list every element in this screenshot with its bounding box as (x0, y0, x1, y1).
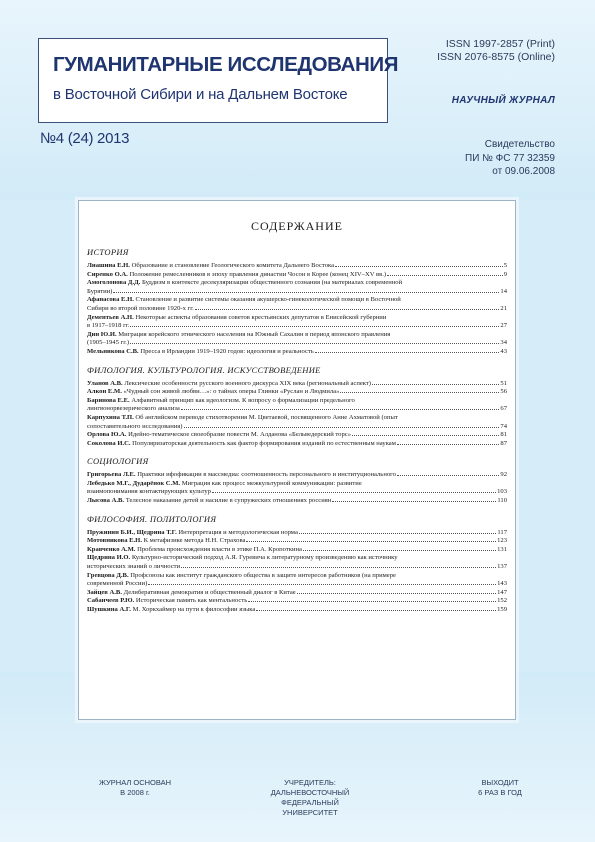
toc-page-number: 131 (497, 545, 507, 553)
toc-entry-line (87, 397, 507, 406)
toc-entry[interactable] (87, 296, 507, 313)
toc-entry-author: Сиренко О.А. (87, 270, 128, 278)
toc-entry-line (87, 440, 507, 449)
toc-entry-line (87, 322, 507, 331)
toc-entry-line (87, 271, 507, 280)
toc-entry-author: Кравченко А.М. (87, 545, 136, 553)
toc-entry-title: исторических знаний о личности (87, 563, 181, 571)
toc-entry-title: К метафизике метода Н.Н. Страхова (143, 537, 246, 545)
toc-entry-line (87, 480, 507, 489)
toc-entry-line (87, 339, 507, 348)
toc-entry-title: Лексические особенности русского военного дискурса XIX века (региональный аспект) (124, 379, 371, 387)
toc-entry-title: Об английском переводе стихотворения М. Цветаевой, посвященного Анне Ахматовой (опыт (135, 413, 398, 421)
toc-entry-line (87, 314, 507, 323)
toc-entry-line (87, 597, 507, 606)
toc-section-title: ФИЛОСОФИЯ. ПОЛИТОЛОГИЯ (87, 513, 217, 524)
toc-entry-title: сопоставительного исследования) (87, 422, 183, 430)
toc-dot-leader (212, 492, 496, 493)
toc-entry-title: Профсоюзы как институт гражданского общества в защите интересов работников (на примере (130, 571, 396, 579)
toc-page-number: 27 (500, 322, 507, 330)
toc-entry-author: Шушкина А.Г. (87, 606, 131, 613)
toc-page-number: 123 (497, 537, 507, 545)
toc-dot-leader (181, 567, 496, 568)
toc-dot-leader (315, 352, 500, 353)
toc-dot-leader (372, 384, 499, 385)
toc-entry-line (87, 497, 507, 506)
toc-entry-line (87, 529, 507, 538)
toc-dot-leader (248, 601, 496, 602)
toc-entry-title: Положение ремесленников в эпоху правления династии Чосон в Корее (конец XIV–XV вв.) (129, 270, 387, 278)
footer-founded (80, 778, 190, 798)
toc-entry-line (87, 262, 507, 271)
toc-entry[interactable] (87, 546, 507, 555)
toc-entry-title: Историческая память как ментальность (135, 597, 248, 605)
cert-line-2: ПИ № ФС 77 32359 (465, 152, 555, 164)
footer-founded-line-1: ЖУРНАЛ ОСНОВАН (98, 778, 172, 787)
toc-entry-title: современной России) (87, 580, 148, 588)
toc-entry-title: Бурятии) (87, 287, 113, 295)
toc-entry-line (87, 589, 507, 598)
toc-entry-author: Орлова Ю.А. (87, 431, 127, 439)
toc-dot-leader (303, 550, 496, 551)
footer-frequency-line-1: ВЫХОДИТ (481, 778, 519, 787)
toc-page-number: 117 (497, 528, 507, 536)
toc-page-number: 92 (500, 471, 507, 479)
toc-entry[interactable] (87, 271, 507, 280)
toc-entry-line (87, 563, 507, 572)
footer-founder-line-2: ДАЛЬНЕВОСТОЧНЫЙ ФЕДЕРАЛЬНЫЙ (270, 788, 350, 807)
toc-entry-line (87, 348, 507, 357)
toc-entry-line (87, 296, 507, 305)
toc-dot-leader (332, 501, 496, 502)
cert-line-3: от 09.06.2008 (492, 166, 555, 177)
toc-entry-title: Телесное наказание детей и насилие в супружеских отношениях россиян (125, 497, 332, 505)
toc-entry-title: Буддизм в контексте десекуляризации общественного сознания (на материалах современной (141, 279, 403, 287)
toc-entry[interactable] (87, 262, 507, 271)
toc-dot-leader (246, 541, 496, 542)
toc-entry-title: Практики ифофикации в массмедиа: соотношенность персонального и институционального (137, 471, 396, 479)
toc-entry[interactable] (87, 606, 507, 615)
toc-dot-leader (297, 593, 496, 594)
toc-page-number: 43 (500, 347, 507, 355)
toc-entry-title: Делиберативная демократия и общественный диалог в Китае (123, 588, 296, 596)
toc-entry-author: Соколова И.С. (87, 439, 131, 447)
toc-entry-author: Пружинин Б.И., Щедрина Т.Г. (87, 528, 177, 536)
toc-entry-author: Гревцова Д.В. (87, 571, 129, 579)
toc-entry-title: Популяризаторская деятельность как фактор формирования изданий по естественным наукам (132, 439, 396, 447)
toc-entry-line (87, 580, 507, 589)
toc-entry-line (87, 380, 507, 389)
toc-dot-leader (387, 275, 503, 276)
toc-page-number: 103 (497, 488, 507, 496)
toc-section-title: ФИЛОЛОГИЯ. КУЛЬТУРОЛОГИЯ. ИСКУССТВОВЕДЕНИЕ (87, 364, 321, 375)
registration-certificate (465, 138, 555, 179)
toc-page-number: 152 (497, 597, 507, 605)
toc-entry-line (87, 606, 507, 615)
journal-title-box (38, 38, 399, 123)
toc-page-number: 67 (500, 405, 507, 413)
footer-frequency-line-2: 6 РАЗ В ГОД (478, 788, 522, 797)
toc-body (87, 239, 507, 615)
toc-dot-leader (340, 392, 499, 393)
toc-page-number: 9 (503, 270, 507, 278)
toc-entry-line (87, 423, 507, 432)
toc-entry-title: в 1917–1918 гг. (87, 322, 130, 330)
toc-entry-title: Некоторые аспекты образования советов крестьянских депутатов в Енисейской губернии (135, 313, 387, 321)
toc-dot-leader (130, 326, 499, 327)
toc-entry-title: взаимопонимания контактирующих культур (87, 488, 211, 496)
toc-entry-author: Зайцев А.В. (87, 588, 122, 596)
journal-kind: НАУЧНЫЙ ЖУРНАЛ (451, 95, 555, 106)
toc-page-number: 87 (500, 439, 507, 447)
toc-dot-leader (335, 266, 503, 267)
toc-dot-leader (113, 292, 499, 293)
toc-entry-title: Идейно-тематическое своеобразие повести М. Алданова «Бельведерский торс» (128, 431, 351, 439)
toc-dot-leader (256, 610, 496, 611)
toc-page-number: 159 (497, 606, 507, 613)
toc-entry-author: Баринова Е.Е. (87, 396, 130, 404)
toc-entry-author: Щедрина И.О. (87, 554, 131, 562)
toc-entry-title: лингвонорвезерического анализа (87, 405, 180, 413)
toc-entry-line (87, 431, 507, 440)
toc-section-title: СОЦИОЛОГИЯ (87, 456, 149, 467)
toc-entry-author: Алкон Е.М. (87, 388, 122, 396)
journal-title: ГУМАНИТАРНЫЕ ИССЛЕДОВАНИЯ (53, 53, 399, 76)
toc-entry-title: М. Хоркхаймер на пути к философии языка (132, 606, 256, 613)
toc-entry-line (87, 405, 507, 414)
toc-entry-title: (1905–1945 гг.) (87, 339, 130, 347)
toc-entry-line (87, 537, 507, 546)
toc-entry-line (87, 331, 507, 340)
issn-block (437, 38, 555, 64)
toc-entry-author: Лебедько М.Г., Дударёнок С.М. (87, 479, 181, 487)
toc-entry-author: Григорьева Л.Е. (87, 471, 136, 479)
toc-dot-leader (397, 444, 500, 445)
toc-entry-author: Афанасова Е.Н. (87, 296, 134, 304)
toc-entry[interactable] (87, 597, 507, 606)
toc-entry[interactable] (87, 572, 507, 589)
toc-entry-title: Пресса в Ирландии 1919–1920 годов: идеология и реальность (140, 347, 314, 355)
toc-page-number: 56 (500, 388, 507, 396)
toc-entry[interactable] (87, 431, 507, 440)
toc-dot-leader (352, 435, 499, 436)
toc-heading: СОДЕРЖАНИЕ (251, 219, 343, 233)
toc-dot-leader (130, 343, 499, 344)
toc-page-number: 5 (503, 262, 507, 269)
toc-dot-leader (397, 475, 499, 476)
toc-entry-author: Дементьев А.Н. (87, 313, 134, 321)
toc-entry[interactable] (87, 331, 507, 348)
toc-page-number: 21 (500, 304, 507, 312)
footer-founder-line-3: УНИВЕРСИТЕТ (282, 808, 338, 817)
toc-page-number: 14 (500, 287, 507, 295)
footer-frequency (450, 778, 550, 798)
toc-entry-line (87, 279, 507, 288)
toc-page-number: 34 (500, 339, 507, 347)
toc-page-number: 137 (497, 563, 507, 571)
toc-entry-line (87, 305, 507, 314)
toc-dot-leader (184, 427, 500, 428)
toc-dot-leader (195, 309, 500, 310)
toc-entry-author: Сабанчеев Р.Ю. (87, 597, 135, 605)
toc-entry-title: Культурно-исторический подход А.Я. Гуревича к литературному произведению как источнику (131, 554, 398, 562)
toc-entry[interactable] (87, 497, 507, 506)
toc-entry-line (87, 471, 507, 480)
issn-online: ISSN 2076-8575 (Online) (437, 51, 555, 63)
toc-page-number: 74 (500, 422, 507, 430)
toc-entry-author: Амоголонова Д.Д. (87, 279, 141, 287)
toc-entry[interactable] (87, 471, 507, 480)
toc-entry-line (87, 572, 507, 581)
issue-number: №4 (24) 2013 (40, 130, 130, 147)
toc-entry-title: «Чудный сон живой любви…»: о тайнах оперы Глинки «Руслан и Людмила» (123, 388, 340, 396)
toc-entry[interactable] (87, 397, 507, 414)
toc-entry[interactable] (87, 480, 507, 497)
toc-page-number: 143 (497, 580, 507, 588)
toc-entry[interactable] (87, 279, 507, 296)
toc-entry-title: Алфавитный принцип как идеологизм. К вопросу о формализации предельного (131, 396, 355, 404)
toc-entry-title: Проблема происхождения власти в этике П.А. Кропоткина (137, 545, 302, 553)
toc-entry-author: Дин Ю.И. (87, 330, 117, 338)
toc-entry-line (87, 288, 507, 297)
toc-entry[interactable] (87, 380, 507, 389)
journal-subtitle: в Восточной Сибири и на Дальнем Востоке (53, 86, 348, 103)
toc-page-number: 51 (500, 379, 507, 387)
toc-entry-author: Лысова А.В. (87, 497, 125, 505)
toc-entry-title: Образование и становление Геологического комитета Дальнего Востока (131, 262, 335, 269)
toc-entry[interactable] (87, 537, 507, 546)
toc-entry-title: Миграция корейского этнического населения на Южный Сахалин в период японского правления (118, 330, 391, 338)
toc-entry-line (87, 488, 507, 497)
toc-entry[interactable] (87, 440, 507, 449)
toc-entry-line (87, 388, 507, 397)
toc-page-number: 81 (500, 431, 507, 439)
toc-page-number: 147 (497, 588, 507, 596)
toc-dot-leader (299, 533, 496, 534)
footer-founder (245, 778, 375, 818)
toc-entry[interactable] (87, 414, 507, 431)
issn-print: ISSN 1997-2857 (Print) (445, 38, 555, 50)
footer-founder-line-1: УЧРЕДИТЕЛЬ: (284, 778, 336, 787)
toc-entry-title: Миграция как процесс межкультурной коммуникации: развитие (181, 479, 362, 487)
toc-entry-author: Уланов А.В. (87, 379, 123, 387)
toc-entry-title: Становление и развитие системы оказания акушерско-гинекологической помощи в Восточной (135, 296, 401, 304)
toc-section-title: ИСТОРИЯ (87, 247, 129, 257)
toc-entry-title: Интерпретация и методологическая норма (178, 528, 298, 536)
toc-dot-leader (181, 409, 500, 410)
toc-entry[interactable] (87, 348, 507, 357)
toc-entry-author: Карпухина Т.П. (87, 413, 134, 421)
toc-entry-title: Сибири во второй половине 1920-х гг. (87, 304, 194, 312)
toc-entry-line (87, 546, 507, 555)
toc-entry-line (87, 414, 507, 423)
toc-entry[interactable] (87, 314, 507, 331)
toc-entry[interactable] (87, 554, 507, 571)
toc-dot-leader (148, 584, 496, 585)
toc-entry-author: Мельникова С.В. (87, 347, 139, 355)
cert-line-1: Свидетельство (484, 139, 555, 150)
footer-founded-line-2: В 2008 г. (120, 788, 150, 797)
table-of-contents (78, 200, 516, 720)
toc-entry-line (87, 554, 507, 563)
toc-entry[interactable] (87, 529, 507, 538)
toc-entry-author: Лиашина Е.Н. (87, 262, 130, 269)
toc-entry[interactable] (87, 388, 507, 397)
toc-page-number: 110 (497, 497, 507, 505)
toc-entry-author: Мотовникова Е.Н. (87, 537, 142, 545)
toc-entry[interactable] (87, 589, 507, 598)
